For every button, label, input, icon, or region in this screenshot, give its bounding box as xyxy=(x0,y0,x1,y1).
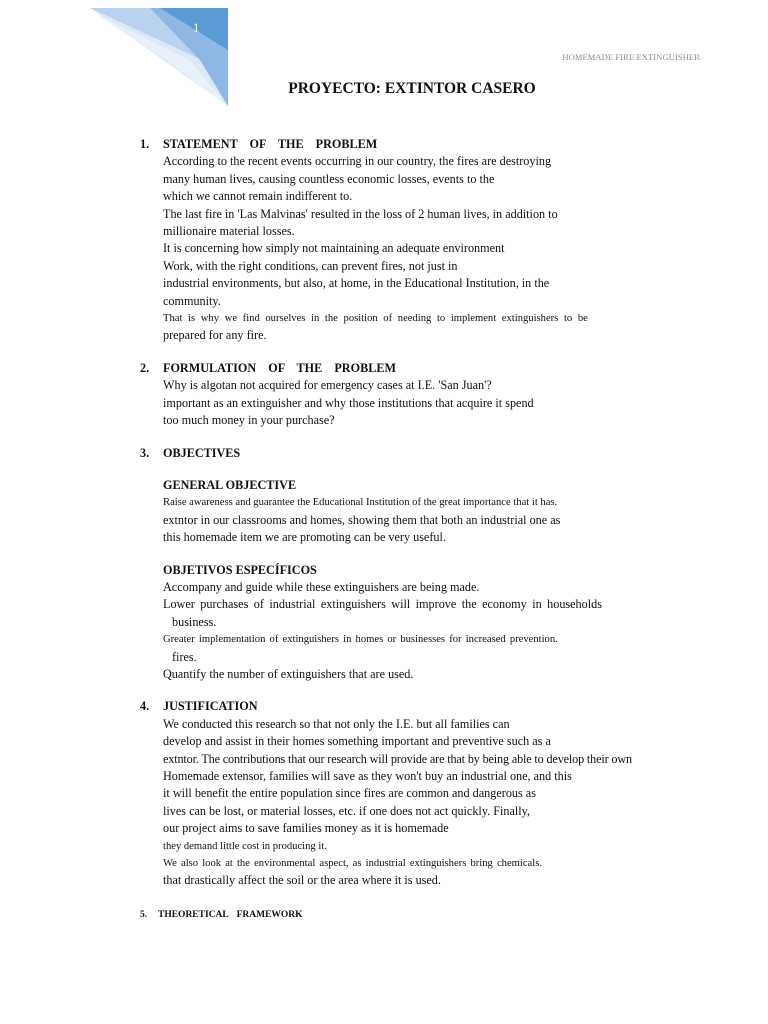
paragraph-line: Quantify the number of extinguishers that are used. xyxy=(163,666,414,681)
section-number: 3. xyxy=(140,445,150,460)
section-heading: STATEMENT OF THE PROBLEM xyxy=(163,137,378,151)
paragraph-line: We also look at the environmental aspect, as industrial extinguishers bring chemicals. xyxy=(163,858,542,870)
paragraph-line: It is concerning how simply not maintaining an adequate environment xyxy=(163,241,505,256)
section-heading: THEORETICAL FRAMEWORK xyxy=(158,909,303,920)
paragraph-line: Raise awareness and guarantee the Educational Institution of the great importance that it has. xyxy=(163,497,558,509)
paragraph-line: millionaire material losses. xyxy=(163,224,295,239)
paragraph-line: develop and assist in their homes something important and preventive such as a xyxy=(163,734,551,749)
paragraph-line: business. xyxy=(172,614,217,629)
section-statement xyxy=(140,136,640,345)
paragraph-line: which we cannot remain indifferent to. xyxy=(163,189,353,204)
section-formulation xyxy=(140,360,640,430)
paragraph-line: this homemade item we are promoting can be very useful. xyxy=(163,530,446,545)
paragraph-line: Work, with the right conditions, can prevent fires, not just in xyxy=(163,258,458,273)
paragraph-line: fires. xyxy=(172,649,197,664)
section-heading: JUSTIFICATION xyxy=(163,699,258,714)
paragraph-line: prepared for any fire. xyxy=(163,328,267,343)
paragraph-line: Greater implementation of extinguishers in homes or businesses for increased prevention. xyxy=(163,634,558,646)
document-body xyxy=(140,136,640,924)
paragraph-line: extntor. The contributions that our research will provide are that by being able to develop their own xyxy=(163,751,632,766)
paragraph-line: extntor in our classrooms and homes, showing them that both an industrial one as xyxy=(163,512,561,527)
section-heading: OBJECTIVES xyxy=(163,445,241,460)
running-header: HOMEMADE FIRE EXTINGUISHER xyxy=(562,52,700,62)
section-number: 1. xyxy=(140,137,150,151)
section-heading: FORMULATION OF THE PROBLEM xyxy=(163,360,396,375)
document-title: PROYECTO: EXTINTOR CASERO xyxy=(288,80,536,97)
paragraph-line: lives can be lost, or material losses, etc. if one does not act quickly. Finally, xyxy=(163,803,530,818)
section-number: 4. xyxy=(140,699,150,714)
paragraph-line: Homemade extensor, families will save as they won't buy an industrial one, and this xyxy=(163,769,572,783)
paragraph-line: too much money in your purchase? xyxy=(163,413,335,428)
paragraph-line: that drastically affect the soil or the area where it is used. xyxy=(163,873,441,888)
section-number: 2. xyxy=(140,360,150,375)
section-justification xyxy=(140,698,640,889)
paragraph-line: That is why we find ourselves in the position of needing to implement extinguishers to be xyxy=(163,313,588,325)
subsection-heading: GENERAL OBJECTIVE xyxy=(163,477,297,492)
paragraph-line: important as an extinguisher and why those institutions that acquire it spend xyxy=(163,395,534,410)
paragraph-line: it will benefit the entire population since fires are common and dangerous as xyxy=(163,786,536,801)
section-theoretical-framework xyxy=(140,907,640,924)
paragraph-line: our project aims to save families money as it is homemade xyxy=(163,821,449,836)
paragraph-line: industrial environments, but also, at home, in the Educational Institution, in the xyxy=(163,276,550,291)
section-objectives xyxy=(140,445,640,684)
paragraph-line: We conducted this research so that not only the I.E. but all families can xyxy=(163,716,510,731)
paragraph-line: The last fire in 'Las Malvinas' resulted in the loss of 2 human lives, in addition to xyxy=(163,206,558,221)
header-corner-graphic xyxy=(0,0,240,120)
paragraph-line: Accompany and guide while these extinguishers are being made. xyxy=(163,579,480,594)
subsection-heading: OBJETIVOS ESPECÍFICOS xyxy=(163,562,317,577)
paragraph-line: Lower purchases of industrial extinguishers will improve the economy in households xyxy=(163,597,602,612)
paragraph-line: community. xyxy=(163,293,221,308)
paragraph-line: they demand little cost in producing it. xyxy=(163,840,327,852)
paragraph-line: Why is algotan not acquired for emergency cases at I.E. 'San Juan'? xyxy=(163,378,492,393)
page-number: 1 xyxy=(193,20,200,35)
paragraph-line: many human lives, causing countless economic losses, events to the xyxy=(163,171,495,186)
section-number: 5. xyxy=(140,909,148,920)
paragraph-line: According to the recent events occurring in our country, the fires are destroying xyxy=(163,154,552,169)
